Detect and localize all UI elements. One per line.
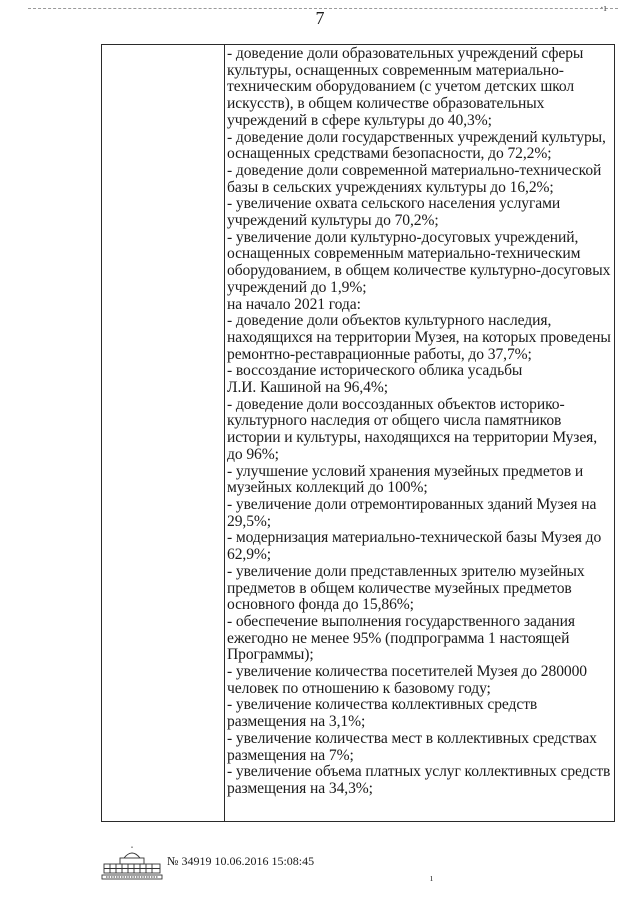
text-line: 62,9%; (227, 546, 272, 564)
text-line: учреждений до 1,9%; (227, 278, 367, 296)
text-line: - доведение доли образовательных учреждений сферы (227, 45, 584, 62)
text-line: оснащенных современным материально-техническим (227, 245, 581, 263)
text-line: Программы); (227, 646, 314, 664)
scan-mark: ı (430, 872, 434, 884)
text-line: культурного наследия от общего числа памятников (227, 412, 562, 430)
text-line: размещения на 7%; (227, 746, 354, 764)
text-line: оборудованием, в общем количестве культурно-досуговых (227, 262, 611, 280)
text-line: - увеличение количества мест в коллективных средствах (227, 729, 597, 747)
footer (100, 846, 520, 886)
document-table (101, 44, 615, 822)
registration-stamp: № 34919 10.06.2016 15:08:45 (167, 854, 315, 868)
text-line: предметов в общем количестве музейных предметов (227, 579, 572, 597)
text-line: - увеличение доли отремонтированных зданий Музея на (227, 495, 597, 513)
page-number: 7 (315, 8, 325, 28)
registry-emblem-icon (100, 846, 164, 882)
text-line: - увеличение доли культурно-досуговых учреждений, (227, 228, 579, 246)
text-line: основного фонда до 15,86%; (227, 596, 414, 614)
text-line: - обеспечение выполнения государственного задания (227, 612, 575, 630)
text-line: - улучшение условий хранения музейных предметов и (227, 462, 584, 480)
text-line: ремонтно-реставрационные работы, до 37,7%; (227, 345, 532, 363)
text-line: - модернизация материально-технической базы Музея до (227, 529, 602, 547)
table-right-cell (227, 46, 612, 798)
text-line: музейных коллекций до 100%; (227, 479, 428, 497)
text-line: - доведение доли государственных учреждений культуры, (227, 128, 606, 146)
text-line: - увеличение объема платных услуг коллективных средств (227, 763, 611, 781)
text-line: - доведение доли современной материально-технической (227, 161, 602, 179)
scan-mark: ·ı (600, 2, 607, 14)
text-line: размещения на 34,3%; (227, 779, 373, 797)
text-line: находящихся на территории Музея, на которых проведены (227, 328, 611, 346)
text-line: техническим оборудованием (с учетом детских школ (227, 78, 575, 96)
text-line: - увеличение охвата сельского населения услугами (227, 195, 561, 213)
text-line: - увеличение количества коллективных средств (227, 696, 538, 714)
text-line: истории и культуры, находящихся на территории Музея, (227, 429, 598, 447)
text-line: ежегодно не менее 95% (подпрограмма 1 настоящей (227, 629, 570, 647)
text-line: учреждений культуры до 70,2%; (227, 212, 439, 230)
text-line: на начало 2021 года: (227, 295, 361, 313)
text-line: - увеличение доли представленных зрителю музейных (227, 562, 585, 580)
text-line: 29,5%; (227, 512, 272, 530)
text-line: - увеличение количества посетителей Музея до 280000 (227, 663, 587, 681)
text-line: учреждений в сфере культуры до 40,3%; (227, 111, 492, 129)
text-line: искусств), в общем количестве образовательных (227, 95, 545, 113)
text-line: до 96%; (227, 445, 279, 463)
text-line: размещения на 3,1%; (227, 713, 366, 731)
text-line: культуры, оснащенных современным материально- (227, 61, 564, 79)
text-line: человек по отношению к базовому году; (227, 679, 491, 697)
table-left-cell (102, 45, 225, 821)
text-line: базы в сельских учреждениях культуры до 16,2%; (227, 178, 554, 196)
text-line: Л.И. Кашиной на 96,4%; (227, 379, 388, 397)
text-line: - доведение доли объектов культурного наследия, (227, 312, 552, 330)
text-line: - воссоздание исторического облика усадьбы (227, 362, 523, 380)
text-line: - доведение доли воссозданных объектов историко- (227, 395, 565, 413)
text-line: оснащенных средствами безопасности, до 72,2%; (227, 145, 552, 163)
